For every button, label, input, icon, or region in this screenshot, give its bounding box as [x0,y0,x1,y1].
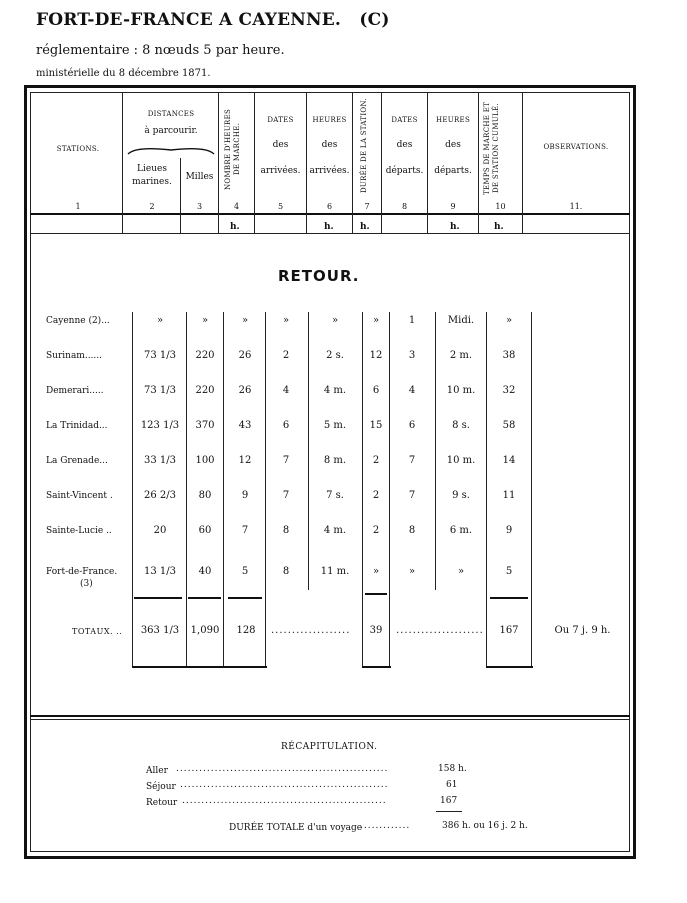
col-sep [122,93,123,233]
cell-milles: 60 [198,525,212,536]
cell-cumul: » [505,315,513,326]
col-number: 4 [233,202,240,211]
cell-date-arr: 2 [282,350,290,361]
col-sep [180,158,181,233]
cell-cumul: 5 [505,566,513,577]
cell-heures-marche: 12 [238,455,252,466]
cell-date-dep: 7 [408,490,416,501]
cell-heure-arr: 8 m. [323,455,347,466]
header-bottom-rule [30,213,630,215]
sum-rule [134,597,182,599]
cell-duree: 2 [372,490,380,501]
recap-sejour-value: 61 [446,780,458,790]
cell-date-arr: 4 [282,385,290,396]
cell-date-dep: 1 [408,315,416,326]
cell-heure-arr: 2 s. [326,350,344,361]
dot-leader: ..................................................... [182,796,387,806]
col-number: 6 [326,202,333,211]
cell-date-arr: 8 [282,566,290,577]
cell-lieues: 13 1/3 [144,566,176,577]
col-number: 7 [364,202,370,211]
cell-heure-dep: » [457,566,465,577]
speed-line: réglementaire : 8 nœuds 5 par heure. [36,43,285,58]
col-sep [522,93,523,233]
cell-heures-marche: 5 [241,566,249,577]
body-col-line [531,312,532,667]
cell-date-dep: » [408,566,416,577]
station-name: Surinam...... [46,351,103,361]
body-col-line [308,312,309,590]
recap-sejour-label: Séjour [146,782,176,792]
header-heures-arr: HEURES [312,116,347,124]
station-name: Fort-de-France. [46,567,118,577]
total-bottom-rule [132,666,267,668]
sum-rule [188,597,221,599]
cell-heures-marche: 26 [238,385,252,396]
cell-milles: 220 [195,385,215,396]
cell-date-dep: 6 [408,420,416,431]
totals-heures: 128 [236,625,256,636]
unit-label: h. [230,222,240,232]
cell-milles: 80 [198,490,212,501]
header-stations: STATIONS. [56,145,100,153]
brace-decoration [126,144,216,156]
cell-milles: 40 [198,566,212,577]
cell-heure-dep: 9 s. [452,490,470,501]
header-des4: des [445,140,461,150]
station-name: La Trinidad... [46,421,108,431]
body-col-line [389,312,390,667]
dot-leader: ...................................................... [180,780,389,790]
document-title: FORT-DE-FRANCE A CAYENNE. (C) [36,10,390,30]
col-number: 2 [149,202,155,211]
recap-sum-rule [436,811,462,812]
totals-observations: Ou 7 j. 9 h. [554,625,611,636]
decree-line: ministérielle du 8 décembre 1871. [36,68,211,79]
cell-duree: » [372,566,380,577]
totals-milles: 1,090 [190,625,220,636]
col-sep [254,93,255,233]
totals-cumul: 167 [499,625,519,636]
col-number: 5 [277,202,284,211]
station-name: Demerari..... [46,386,104,396]
cell-heure-arr: 11 m. [320,566,350,577]
cell-milles: 370 [195,420,215,431]
sum-rule [365,593,387,595]
col-sep [306,93,307,233]
header-distances: DISTANCES [147,110,195,118]
recap-title: RÉCAPITULATION. [281,742,378,752]
cell-heures-marche: 7 [241,525,249,536]
body-col-line [132,312,133,667]
recap-aller-value: 158 h. [438,764,467,774]
col-number: 1 [75,202,81,211]
col-number: 10 [495,202,506,211]
cell-heure-arr: 5 m. [323,420,347,431]
cell-heure-arr: 4 m. [323,385,347,396]
cell-heures-marche: 9 [241,490,249,501]
station-name: La Grenade... [46,456,108,466]
cell-heure-dep: 10 m. [446,455,476,466]
header-lieues: Lieues marines. [132,164,172,187]
header-duree: DURÉE DE LA STATION. [360,98,368,194]
cell-cumul: 58 [502,420,516,431]
recap-top-rule [30,715,630,717]
cell-date-arr: 8 [282,525,290,536]
header-arrivees: arrivées. [260,166,301,176]
cell-cumul: 9 [505,525,513,536]
unit-label: h. [324,222,334,232]
cell-heure-arr: » [331,315,339,326]
header-a-parcourir: à parcourir. [144,126,198,136]
cell-date-arr: » [282,315,290,326]
cell-cumul: 32 [502,385,516,396]
sum-rule [228,597,262,599]
cell-duree: 2 [372,525,380,536]
cell-lieues: 123 1/3 [140,420,180,431]
cell-date-dep: 4 [408,385,416,396]
cell-milles: » [201,315,209,326]
cell-heures-marche: 26 [238,350,252,361]
recap-retour-label: Retour [146,798,178,808]
unit-label: h. [494,222,504,232]
col-number: 3 [196,202,203,211]
unit-label: h. [450,222,460,232]
header-nombre-heures: NOMBRE D'HEURES DE MARCHE. [224,108,241,190]
col-number: 9 [450,202,456,211]
header-departs2: départs. [434,166,472,176]
totals-lieues: 363 1/3 [140,625,180,636]
cell-heures-marche: 43 [238,420,252,431]
body-col-line [435,312,436,590]
dot-leader: ............. [360,821,411,831]
recap-duree-value: 386 h. ou 16 j. 2 h. [442,821,528,831]
cell-heure-dep: 10 m. [446,385,476,396]
header-arrivees2: arrivées. [309,166,350,176]
cell-duree: 6 [372,385,380,396]
header-departs: départs. [385,166,424,176]
dot-leader: ................... [271,625,351,636]
col-number: 11. [569,202,583,211]
unit-label: h. [360,222,370,232]
cell-milles: 100 [195,455,215,466]
unit-row-rule [30,233,630,234]
recap-retour-value: 167 [440,796,458,806]
cell-duree: 15 [369,420,383,431]
section-title: RETOUR. [278,267,360,285]
header-dates-arr: DATES [267,116,294,124]
recap-top-rule-thin [30,719,630,720]
dot-leader: ..................... [396,625,484,636]
cell-lieues: » [156,315,164,326]
cell-milles: 220 [195,350,215,361]
col-sep [381,93,382,233]
cell-heure-arr: 7 s. [326,490,344,501]
cell-heure-dep: 2 m. [449,350,473,361]
cell-lieues: 33 1/3 [144,455,176,466]
station-name: Cayenne (2)... [46,316,110,326]
totals-duree: 39 [369,625,383,636]
cell-cumul: 11 [502,490,516,501]
header-temps: TEMPS DE MARCHE ET DE STATION CUMULÉ. [483,101,500,195]
body-col-line [223,312,224,667]
header-des2: des [321,140,338,150]
sum-rule [490,597,528,599]
col-sep [218,93,219,233]
recap-duree-label: DURÉE TOTALE d'un voyage [229,823,363,833]
cell-duree: 2 [372,455,380,466]
totals-label: TOTAUX. .. [72,627,123,636]
cell-heure-dep: 6 m. [449,525,473,536]
station-name: Saint-Vincent . [46,491,113,501]
cell-date-arr: 6 [282,420,290,431]
cell-lieues: 73 1/3 [144,350,176,361]
header-heures-dep: HEURES [435,116,471,124]
cell-cumul: 14 [502,455,516,466]
cell-date-dep: 3 [408,350,416,361]
cell-heure-arr: 4 m. [323,525,347,536]
total-bottom-rule [486,666,533,668]
station-name: Sainte-Lucie .. [46,526,112,536]
dot-leader: ....................................................... [176,764,389,774]
station-note: (3) [80,579,93,589]
cell-date-dep: 7 [408,455,416,466]
header-milles: Milles [185,172,214,182]
cell-lieues: 26 2/3 [144,490,176,501]
cell-heures-marche: » [241,315,249,326]
cell-duree: 12 [369,350,383,361]
cell-duree: » [372,315,380,326]
cell-lieues: 20 [153,525,167,536]
col-number: 8 [401,202,408,211]
cell-heure-dep: 8 s. [452,420,470,431]
cell-date-arr: 7 [282,490,290,501]
col-sep [427,93,428,233]
cell-date-dep: 8 [408,525,416,536]
cell-lieues: 73 1/3 [144,385,176,396]
col-sep [352,93,353,233]
col-sep [478,93,479,233]
header-observations: OBSERVATIONS. [543,143,609,151]
header-des3: des [396,140,413,150]
recap-aller-label: Aller [146,766,168,776]
total-bottom-rule [362,666,391,668]
header-des: des [272,140,289,150]
header-dates-dep: DATES [391,116,418,124]
cell-heure-dep: Midi. [447,315,475,326]
cell-cumul: 38 [502,350,516,361]
cell-date-arr: 7 [282,455,290,466]
